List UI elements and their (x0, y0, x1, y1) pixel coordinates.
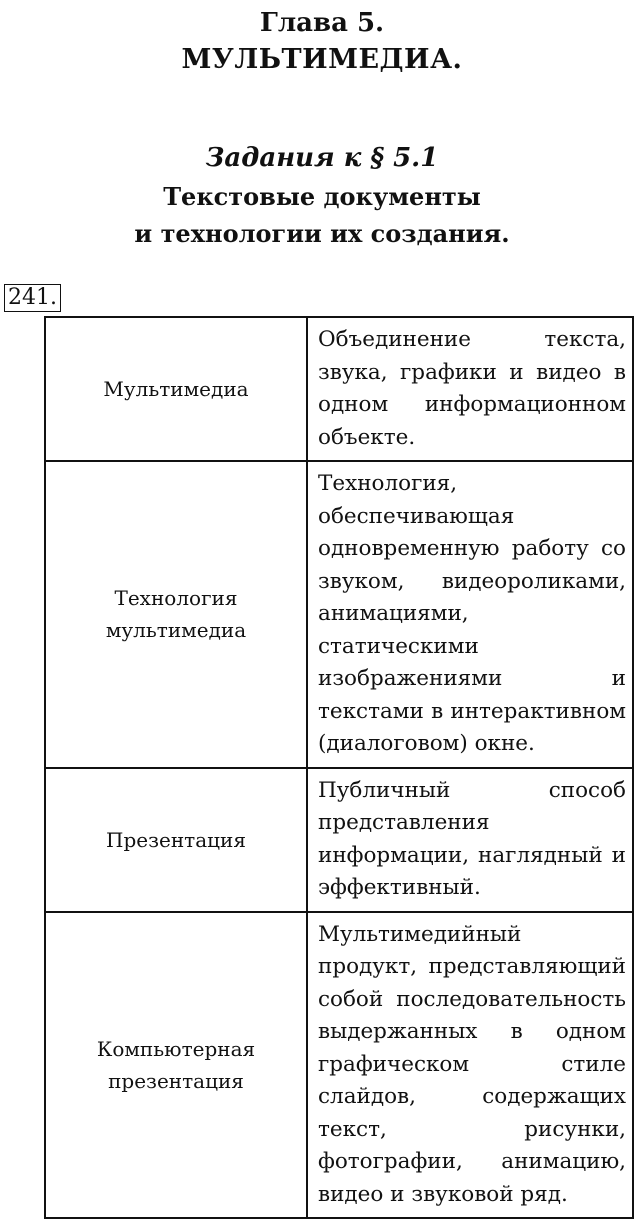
section-reference: Задания к § 5.1 (205, 143, 439, 173)
chapter-label: Глава 5. (259, 8, 385, 38)
table-row (45, 317, 633, 461)
definition-cell (307, 461, 633, 768)
table-row (45, 768, 633, 912)
table-row (45, 461, 633, 768)
term-cell (45, 317, 307, 461)
definition-text: Технология, обеспечивающая одновременную работу со звуком, видеороликами, анимациями, статическими изображениями и текстами в интерактивном (диалоговом) окне. (318, 471, 626, 756)
term-text-line-1: Компьютерная (96, 1036, 256, 1061)
section-title (0, 178, 644, 252)
term-text-line-2: презентация (108, 1068, 244, 1093)
definition-cell (307, 768, 633, 912)
definition-text: Объединение текста, звука, графики и видео в одном информационном объекте. (318, 327, 626, 450)
definition-text: Публичный способ представления информации, наглядный и эффективный. (318, 777, 626, 900)
term-text: Мультимедиа (103, 377, 249, 401)
definition-text: Мультимедийный продукт, представляющий собой последовательность выдержанных в одном графическом стиле слайдов, содержащих текст, рисунки, фотографии, анимацию, видео и звуковой ряд. (318, 921, 626, 1207)
term-text-line-2: мультимедиа (105, 618, 247, 643)
term-text: Презентация (106, 827, 246, 852)
section-title-line-1: Текстовые документы (163, 182, 481, 211)
term-cell (45, 461, 307, 768)
section-title-line-2: и технологии их создания. (134, 219, 510, 248)
task-number: 241. (4, 284, 61, 312)
table-row (45, 912, 633, 1219)
chapter-name: МУЛЬТИМЕДИА. (181, 44, 463, 75)
definitions-table (44, 316, 634, 1219)
term-cell (45, 912, 307, 1219)
definition-cell (307, 317, 633, 461)
definition-cell (307, 912, 633, 1219)
term-text-line-1: Технология (114, 586, 238, 611)
term-cell (45, 768, 307, 912)
